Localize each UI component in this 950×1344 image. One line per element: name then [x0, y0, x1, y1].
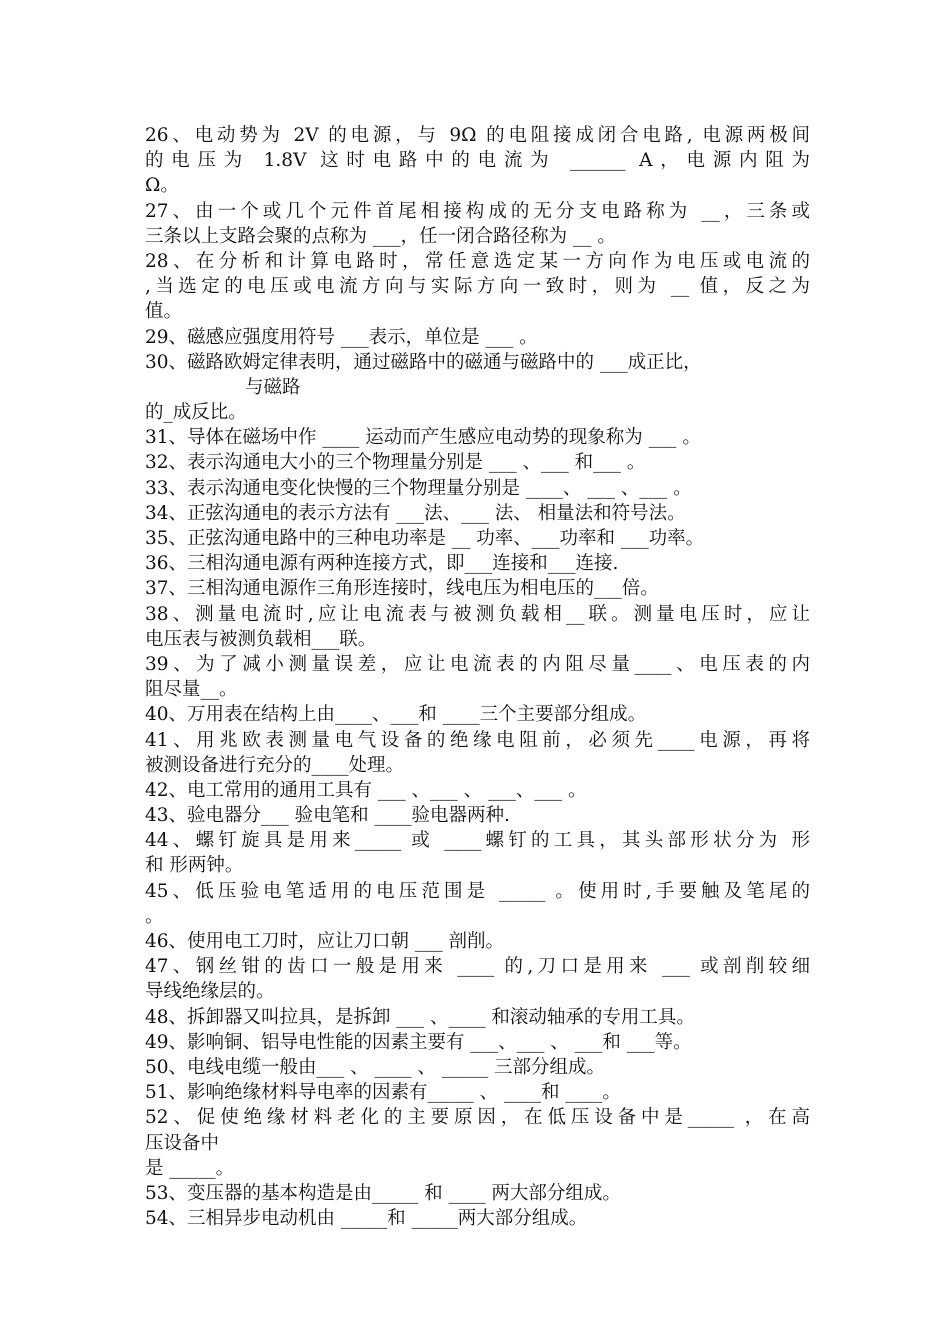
text-line: ,当选定的电压或电流方向与实际方向一致时，则为 __ 值，反之为 — [145, 276, 810, 298]
text-line: 阻尽量__。 — [145, 679, 238, 701]
text-line: 34、正弦沟通电的表示方法有 ___法、___ 法、 相量法和符号法。 — [145, 502, 686, 524]
text-line: 导线绝缘层的。 — [145, 981, 275, 1003]
text-line: 53、变压器的基本构造是由_____ 和 ____ 两大部分组成。 — [145, 1182, 621, 1204]
text-line: 的_成反比。 — [145, 402, 247, 424]
text-line: 。 — [145, 905, 164, 927]
text-line: 39、为了减小测量误差，应让电流表的内阻尽量____、电压表的内 — [145, 653, 810, 675]
text-line: 41、用兆欧表测量电气设备的绝缘电阻前，必须先____电源，再将 — [145, 729, 810, 751]
text-line: 值。 — [145, 301, 183, 323]
text-line: 43、验电器分___ 验电笔和 ____验电器两种. — [145, 805, 510, 827]
text-line: 三条以上支路会聚的点称为 ___，任一闭合路径称为 __ 。 — [145, 225, 616, 247]
text-line: 是 _____。 — [145, 1157, 235, 1179]
text-line: 27、由一个或几个元件首尾相接构成的无分支电路称为 __，三条或 — [145, 200, 810, 222]
text-line: 33、表示沟通电变化快慢的三个物理量分别是 ____、 ___ 、___ 。 — [145, 477, 692, 499]
text-line: 28、在分析和计算电路时，常任意选定某一方向作为电压或电流的 — [145, 250, 810, 272]
text-line: 压设备中 — [145, 1132, 220, 1154]
text-line: 52、促使绝缘材料老化的主要原因，在低压设备中是_____ ，在高 — [145, 1107, 810, 1129]
text-line: 和 形两钟。 — [145, 855, 244, 877]
text-line: 46、使用电工刀时，应让刀口朝 ___ 剖削。 — [145, 931, 505, 952]
text-line: 50、电线电缆一般由___ 、 ____ 、 _____ 三部分组成。 — [145, 1056, 605, 1078]
text-line: 31、导体在磁场中作 ____ 运动而产生感应电动势的现象称为 ___ 。 — [145, 427, 701, 449]
text-line: 29、磁感应强度用符号 ___表示，单位是 ___ 。 — [145, 326, 538, 348]
text-line: 的电压为 1.8V 这时电路中的电流为 ______ A，电源内阻为 — [145, 150, 810, 172]
question-list — [145, 123, 810, 1231]
text-line: 45、低压验电笔适用的电压范围是 _____ 。使用时,手要触及笔尾的 — [145, 880, 810, 902]
text-line: 电压表与被测负载相___联。 — [145, 628, 377, 650]
text-line: 26、电动势为 2V 的电源，与 9Ω 的电阻接成闭合电路, 电源两极间 — [145, 125, 810, 146]
text-line: 38、测量电流时,应让电流表与被测负载相__联。测量电压时，应让 — [145, 603, 810, 625]
text-line: 51、影响绝缘材料导电率的因素有_____ 、 ____和 ____。 — [145, 1082, 621, 1104]
text-line: 与磁路 — [245, 376, 301, 398]
text-line: 被测设备进行充分的____处理。 — [145, 754, 405, 776]
text-line: 32、表示沟通电大小的三个物理量分别是 ___ 、___ 和___ 。 — [145, 452, 646, 474]
text-line: Ω。 — [145, 175, 179, 197]
text-line: 54、三相异步电动机由 _____和 _____两大部分组成。 — [145, 1208, 588, 1230]
text-line: 47、钢丝钳的齿口一般是用来 ____ 的,刀口是用来 ___ 或剖削较细 — [145, 956, 810, 978]
text-line: 40、万用表在结构上由____、___和 ____三个主要部分组成。 — [145, 704, 647, 726]
text-line: 36、三相沟通电源有两种连接方式，即___连接和___连接. — [145, 553, 619, 575]
text-line: 37、三相沟通电源作三角形连接时，线电压为相电压的___倍。 — [145, 578, 659, 600]
text-line: 30、磁路欧姆定律表明，通过磁路中的磁通与磁路中的 ___成正比， — [145, 351, 702, 373]
text-line: 49、影响铜、铝导电性能的因素主要有 ___、___ 、 ___和 ___等。 — [145, 1031, 692, 1053]
text-line: 35、正弦沟通电路中的三种电功率是 __ 功率、___功率和 ___功率。 — [145, 528, 705, 549]
text-line: 44、螺钉旋具是用来_____ 或 ____螺钉的工具，其头部形状分为 形 — [145, 830, 810, 852]
text-line: 42、电工常用的通用工具有 ___ 、___ 、 ___、___ 。 — [145, 779, 587, 801]
text-line: 48、拆卸器又叫拉具，是拆卸 ___ 、____ 和滚动轴承的专用工具。 — [145, 1006, 695, 1028]
